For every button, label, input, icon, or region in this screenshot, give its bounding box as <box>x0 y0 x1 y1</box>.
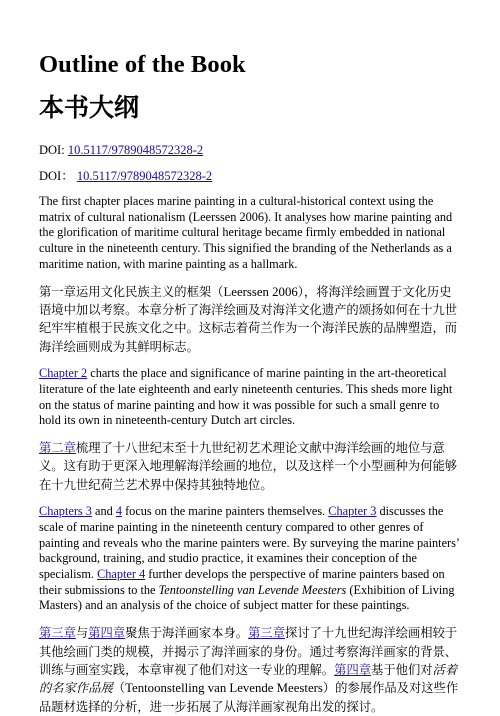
page-title-zh: 本书大纲 <box>39 93 140 122</box>
p1-zh-citation: Leerssen 2006 <box>223 284 298 299</box>
doi-label-zh: DOI： <box>39 169 74 183</box>
page-title-en: Outline of the Book <box>39 51 246 78</box>
doi-line-zh <box>39 168 462 184</box>
chapter-3-link-zh-a[interactable]: 第三章 <box>39 626 76 641</box>
chapter-2-link[interactable]: Chapter 2 <box>39 366 88 381</box>
p3-en-and: and <box>91 504 116 519</box>
chapter-4-link-zh-b[interactable]: 第四章 <box>334 662 372 677</box>
doi-link-zh[interactable]: 10.5117/9789048572328-2 <box>76 169 213 183</box>
chapter-4-short-link[interactable]: 4 <box>115 504 122 519</box>
p3-zh-text-3: 基于他们对 <box>371 662 433 677</box>
doi-line-en <box>39 142 462 158</box>
chapter-3-link-zh-b[interactable]: 第三章 <box>248 626 286 641</box>
chapter-4-link-zh-a[interactable]: 第四章 <box>88 626 126 641</box>
p3-en-text-1: focus on the marine painters themselves. <box>122 504 329 519</box>
p3-zh-exhibition-latin: Tentoonstelling van Levende Meesters <box>125 681 323 696</box>
paragraph-2-en <box>39 366 462 429</box>
paragraph-1-zh <box>39 283 462 357</box>
chapter-2-link-zh[interactable]: 第二章 <box>39 440 76 455</box>
p3-zh-text-4: ）的参展作品及对这些作品题材选择的分析，进一步拓展了从海洋画家视角出发的探讨。 <box>39 681 459 714</box>
p3-en-text-4: (Exhibition of Living Masters) and an analysis of the choice of subject matter for these paintings. <box>39 582 455 613</box>
p3-zh-text-2: 探讨了十九世纪海洋绘画相较于其他绘画门类的规模，并揭示了海洋画家的身份。通过考察海洋画家的背景、训练与画室实践，本章审视了他们对这一专业的理解。 <box>39 626 458 677</box>
doi-label: DOI: <box>39 143 68 157</box>
p2-zh-text: 梳理了十八世纪末至十九世纪初艺术理论文献中海洋绘画的地位与意义。这有助于更深入地理解海洋绘画的地位，以及这样一个小型画种为何能够在十九世纪荷兰艺术界中保持其独特地位。 <box>39 440 458 492</box>
doi-link[interactable]: 10.5117/9789048572328-2 <box>67 143 204 157</box>
paragraph-3-zh <box>39 624 462 716</box>
p2-en-text: charts the place and significance of marine painting in the art-theoretical literature of the late eighteenth and early nineteenth centuries. This sheds more light on the status of marine painting and how it was possible for such a small genre to hold its own in nineteenth-century Dutch art circles. <box>39 366 453 428</box>
paragraph-3-en <box>39 504 462 614</box>
p1-zh-text-a: 第一章运用文化民族主义的框架（ <box>39 284 224 299</box>
paragraph-1-en: The first chapter places marine painting in a cultural-historical context using the matrix of cultural nationalism (Leerssen 2006). It analyses how marine painting and the glorification of maritime cultural heritage became firmly embedded in national culture in the nineteenth century. This signified the branding of the Netherlands as a maritime nation, with marine painting as a hallmark. <box>39 194 453 271</box>
p1-zh-text-b: ），将海洋绘画置于文化历史语境中加以考察。本章分析了海洋绘画及对海洋文化遗产的颂扬如何在十九世纪牢牢植根于民族文化之中。这标志着荷兰作为一个海洋民族的品牌塑造，而海洋绘画则成为其鲜明标志。 <box>39 284 458 354</box>
chapter-3-link[interactable]: Chapter 3 <box>328 504 377 519</box>
p3-en-text-3: further develops the perspective of marine painters based on their submissions to the <box>39 566 445 597</box>
p3-zh-paren-open: （ <box>112 681 126 696</box>
p3-zh-and: 与 <box>75 626 89 641</box>
paragraph-2-zh <box>39 439 462 494</box>
exhibition-title-zh-italic: 活着的名家作品展 <box>39 662 458 696</box>
exhibition-title-italic: Tentoonstelling van Levende Meesters <box>158 582 347 597</box>
chapter-4-link[interactable]: Chapter 4 <box>97 566 146 581</box>
p3-zh-text-1: 聚焦于海洋画家本身。 <box>125 626 249 641</box>
chapters-3-link[interactable]: Chapters 3 <box>39 504 92 519</box>
p3-en-text-2: discusses the scale of marine painting in the nineteenth century compared to other genres of painting and reveals who the marine painters were. By surveying the marine painters’ background, training, and studio practice, it examines their conception of the specialism. <box>39 504 460 581</box>
